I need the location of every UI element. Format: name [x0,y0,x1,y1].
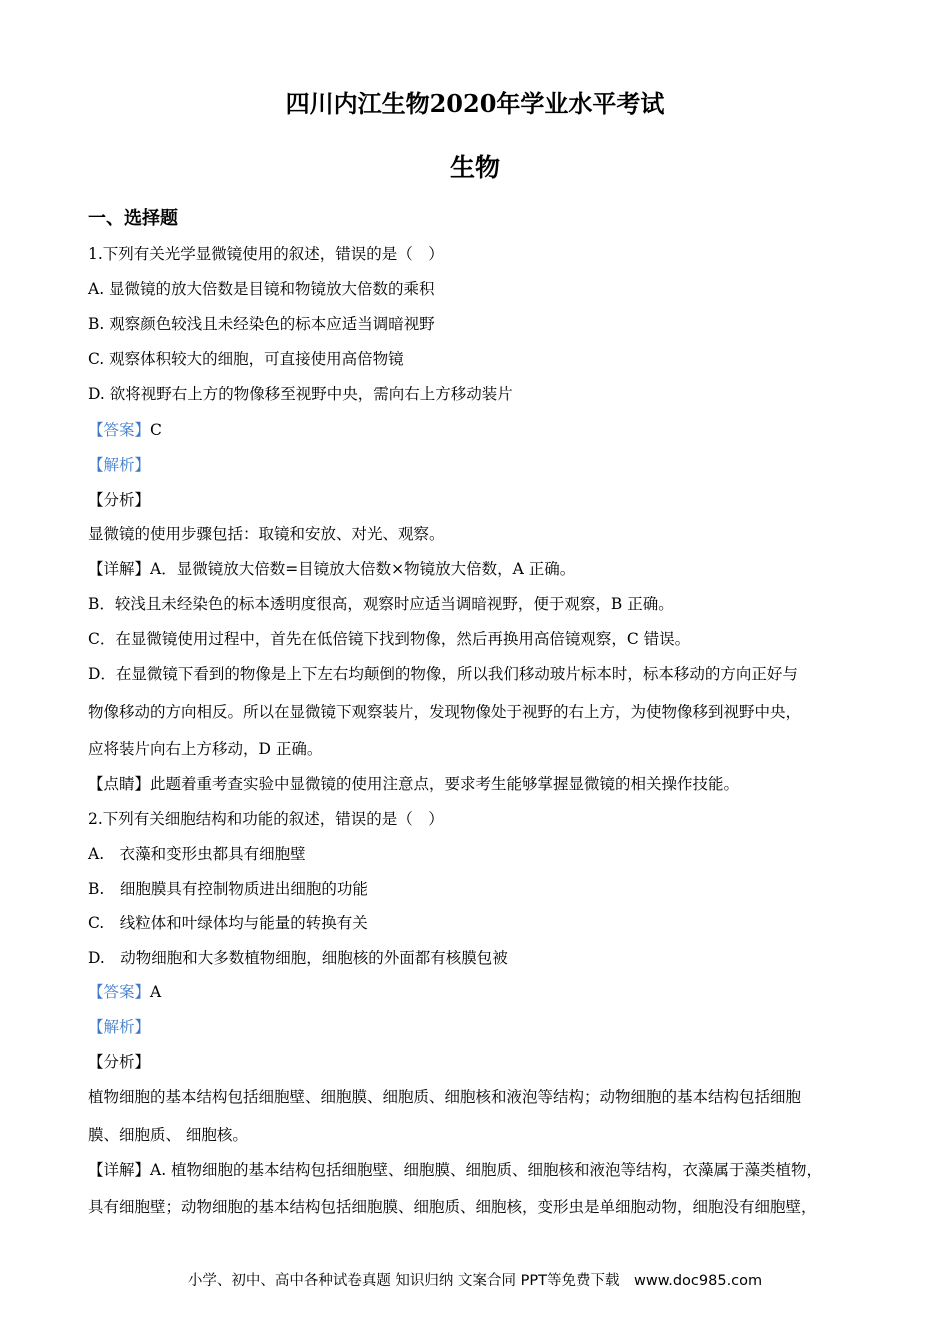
question-1-answer [88,418,162,440]
question-2-fenxi-text-line1: 植物细胞的基本结构包括细胞壁、细胞膜、细胞质、细胞核和液泡等结构；动物细胞的基本结构包括细胞 [88,1088,802,1106]
question-2-detail-line2: 具有细胞壁；动物细胞的基本结构包括细胞膜、细胞质、细胞核，变形虫是单细胞动物，细胞没有细胞壁， [88,1198,817,1216]
question-2-option-a: A. 衣藻和变形虫都具有细胞壁 [88,845,306,863]
question-2-answer [88,980,161,1002]
question-1-dianjing: 【点睛】此题着重考查实验中显微镜的使用注意点，要求考生能够掌握显微镜的相关操作技能。 [88,775,740,793]
answer-tag: 【答案】 [88,983,151,1001]
question-1-jiexi: 【解析】 [88,456,151,474]
question-2-stem: 2.下列有关细胞结构和功能的叙述，错误的是（ ） [88,810,444,828]
answer-value: A [150,983,162,1001]
question-1-detail-c: C．在显微镜使用过程中，首先在低倍镜下找到物像，然后再换用高倍镜观察，C 错误。 [88,630,691,648]
page-footer: 小学、初中、高中各种试卷真题 知识归纳 文案合同 PPT等免费下载 www.doc985.com [187,1273,763,1289]
question-2-option-b: B. 细胞膜具有控制物质进出细胞的功能 [88,880,368,898]
question-1-option-c: C. 观察体积较大的细胞，可直接使用高倍物镜 [88,350,404,368]
document-subtitle: 生物 [449,153,500,182]
question-2-fenxi: 【分析】 [88,1053,151,1071]
question-1-detail-a: 【详解】A．显微镜放大倍数=目镜放大倍数×物镜放大倍数，A 正确。 [88,560,576,578]
question-1-option-b: B. 观察颜色较浅且未经染色的标本应适当调暗视野 [88,315,435,333]
question-1-option-a: A. 显微镜的放大倍数是目镜和物镜放大倍数的乘积 [88,280,435,298]
question-1-detail-d-line2: 物像移动的方向相反。所以在显微镜下观察装片，发现物像处于视野的右上方，为使物像移到视野中央， [88,703,802,721]
question-1-detail-d-line3: 应将装片向右上方移动，D 正确。 [88,740,323,758]
question-2-option-d: D. 动物细胞和大多数植物细胞，细胞核的外面都有核膜包被 [88,949,508,967]
document-title: 四川内江生物2020年学业水平考试 [285,89,665,118]
answer-tag: 【答案】 [88,421,151,439]
question-1-stem: 1.下列有关光学显微镜使用的叙述，错误的是（ ） [88,245,444,263]
question-2-option-c: C. 线粒体和叶绿体均与能量的转换有关 [88,914,368,932]
section-heading: 一、选择题 [88,208,178,229]
question-1-fenxi-text: 显微镜的使用步骤包括：取镜和安放、对光、观察。 [88,525,445,543]
question-1-option-d: D. 欲将视野右上方的物像移至视野中央，需向右上方移动装片 [88,385,513,403]
answer-value: C [150,421,162,439]
question-1-fenxi: 【分析】 [88,491,151,509]
question-2-jiexi: 【解析】 [88,1018,151,1036]
question-1-detail-b: B．较浅且未经染色的标本透明度很高，观察时应适当调暗视野，便于观察，B 正确。 [88,595,674,613]
question-1-detail-d-line1: D．在显微镜下看到的物像是上下左右均颠倒的物像，所以我们移动玻片标本时，标本移动的方向正好与 [88,665,798,683]
question-2-detail-line1: 【详解】A. 植物细胞的基本结构包括细胞壁、细胞膜、细胞质、细胞核和液泡等结构，衣藻属于藻类植物， [88,1161,823,1179]
question-2-fenxi-text-line2: 膜、细胞质、 细胞核。 [88,1126,248,1144]
